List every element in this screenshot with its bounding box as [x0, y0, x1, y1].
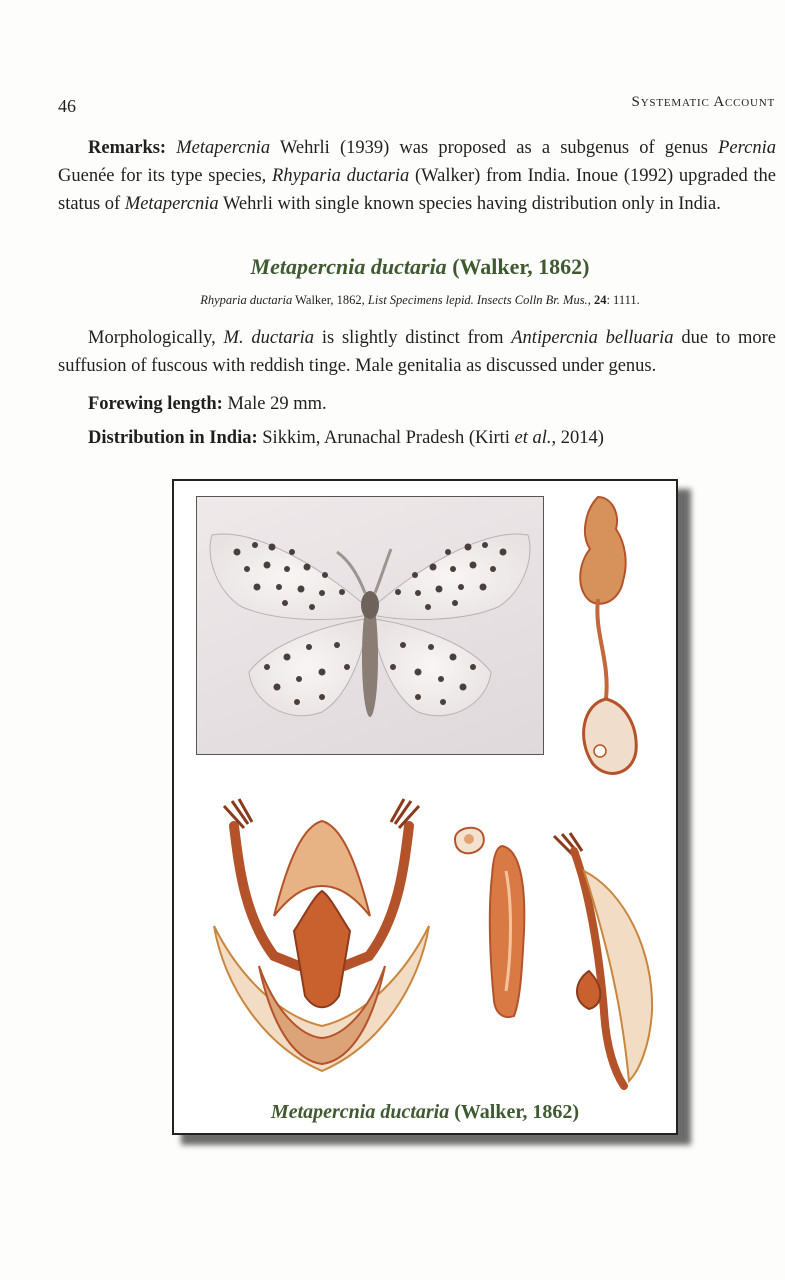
species-name: Metapercnia ductaria: [250, 254, 447, 279]
genus-name: Metapercnia: [124, 194, 219, 214]
distribution-etal: et al.: [514, 428, 552, 448]
caption-species-name: Metapercnia ductaria: [270, 1101, 450, 1123]
page-number: 46: [58, 96, 76, 116]
small-sclerite: [449, 819, 489, 859]
right-valve-illustration: [544, 831, 664, 1091]
moth-illustration: [197, 497, 543, 754]
distribution-india: [88, 428, 604, 449]
valve-genitalia: [204, 796, 434, 1076]
remarks-text: Guenée for its type species,: [58, 166, 273, 186]
distribution-value: Sikkim, Arunachal Pradesh (Kirti: [257, 428, 515, 448]
distribution-label: Distribution in India:: [88, 428, 258, 448]
remarks-text: Wehrli with single known species having distribution only in India.: [218, 194, 721, 214]
synonym-citation: [0, 293, 785, 308]
running-head: Systematic Account: [631, 94, 775, 110]
synonym-volume: 24: [593, 293, 607, 307]
synonym-author: Walker, 1862,: [292, 293, 368, 307]
type-species-name: Rhyparia ductaria: [272, 166, 410, 186]
moth-photo: [196, 496, 544, 755]
morphology-text: due to more suffusion of fuscous with reddish tinge. Male genitalia as discussed under genus.: [58, 328, 776, 376]
distribution-year: , 2014): [551, 428, 604, 448]
remarks-label: Remarks:: [88, 138, 167, 158]
synonym-sep: ,: [587, 293, 594, 307]
genus-name: Metapercnia: [176, 138, 271, 158]
compared-species: Antipercnia belluaria: [511, 328, 674, 348]
species-abbrev: M. ductaria: [223, 328, 315, 348]
remarks-text: Wehrli (1939) was proposed as a subgenus of genus: [270, 138, 719, 158]
morphology-text: is slightly distinct from: [314, 328, 512, 348]
remarks-paragraph: [58, 134, 776, 218]
forewing-value: Male 29 mm.: [222, 394, 327, 414]
remarks-text: (Walker) from India. Inoue (1992) upgraded the status of: [58, 166, 777, 214]
caption-author: (Walker, 1862): [449, 1101, 580, 1123]
small-sclerite-illustration: [449, 819, 489, 859]
aedeagus-side-illustration: [568, 489, 648, 804]
figure-plate: [172, 479, 678, 1135]
aedeagus-side-view: [568, 489, 648, 804]
species-author: (Walker, 1862): [452, 254, 590, 279]
species-heading: [0, 254, 785, 280]
right-valve: [544, 831, 664, 1091]
morphology-text: Morphologically,: [88, 328, 224, 348]
morphology-paragraph: [58, 324, 776, 380]
plate-caption: [174, 1101, 676, 1124]
genus-name: Percnia: [718, 138, 777, 158]
valve-genitalia-illustration: [204, 796, 434, 1076]
aedeagus-illustration: [484, 841, 534, 1021]
synonym-pages: : 1111.: [606, 293, 640, 307]
aedeagus: [484, 841, 534, 1021]
forewing-label: Forewing length:: [88, 394, 223, 414]
synonym-publication: List Specimens lepid. Insects Colln Br. Mus.: [367, 293, 588, 307]
synonym-name: Rhyparia ductaria: [200, 293, 293, 307]
forewing-length: [88, 394, 327, 415]
